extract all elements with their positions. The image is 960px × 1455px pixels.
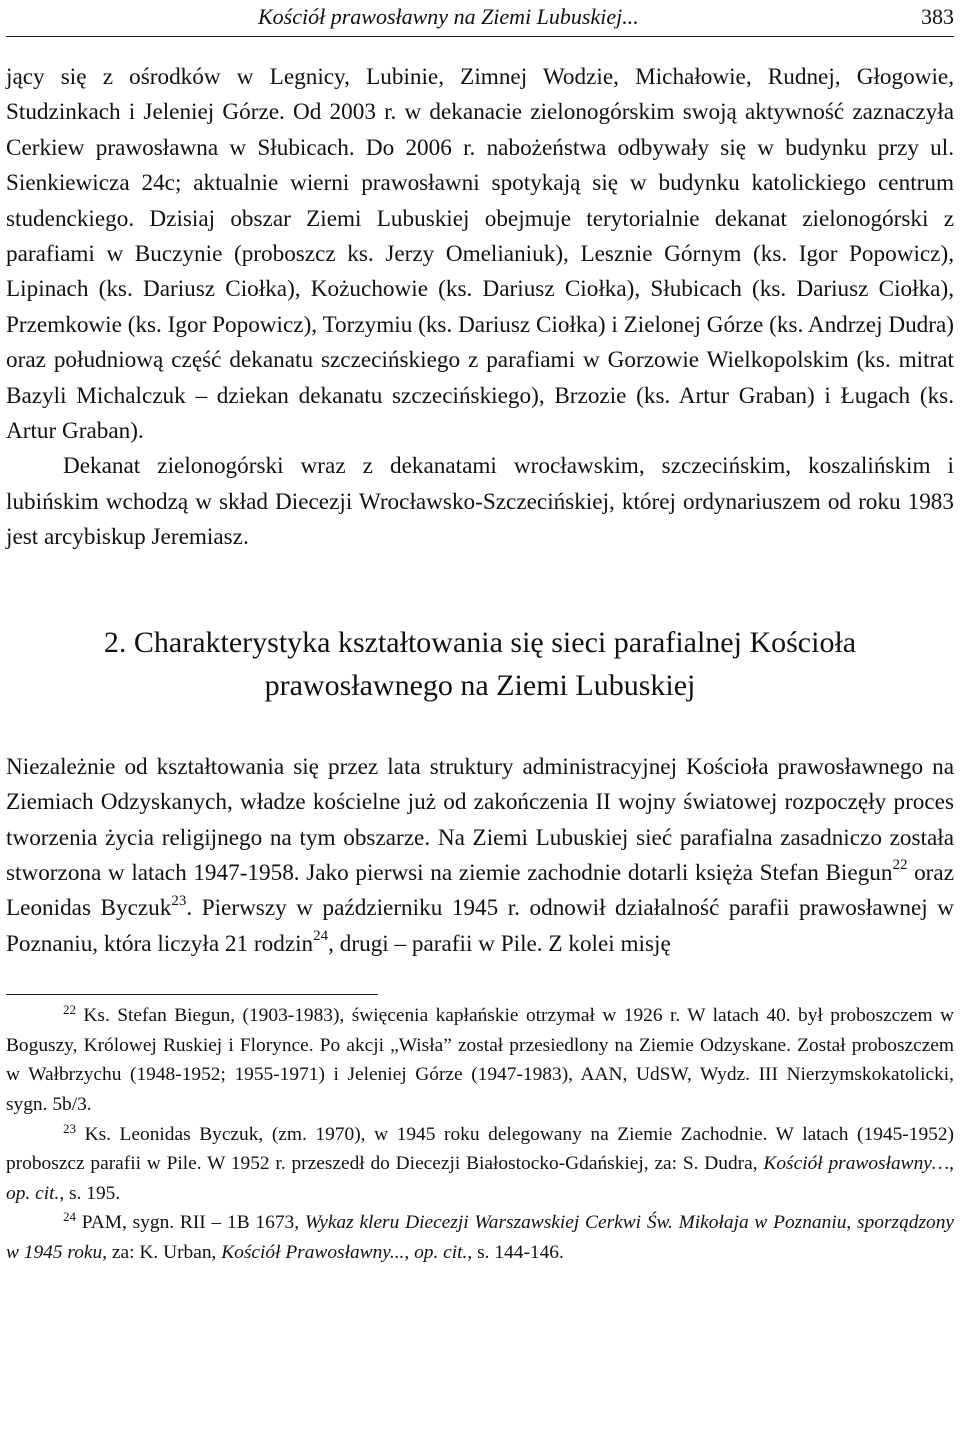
footnote-number-22: 22 <box>63 1002 76 1018</box>
body-text-top <box>6 60 954 556</box>
footnote-22 <box>6 1001 954 1119</box>
footnote-24-subtitle: sporządzony w 1945 roku <box>6 1212 955 1263</box>
section-heading-line-1: 2. Charakterystyka kształtowania się sieci parafialnej Kościoła <box>103 625 857 659</box>
footnote-24-mid: , <box>846 1212 858 1234</box>
paragraph-3 <box>6 750 954 962</box>
footnote-ref-24[interactable]: 24 <box>313 927 329 944</box>
footnote-24 <box>6 1208 954 1267</box>
paragraph-3-part-a: Niezależnie od kształtowania się przez lata struktury administracyjnej Kościoła prawosławnego na Ziemiach Odzyskanych, władze kościelne już od zakończenia II wojny światowej rozpoczęły proces tworzenia życia religijnego na tym obszarze. Na Ziemi Lubuskiej sieć parafialna zasadniczo została stworzona w latach 1947-1958. Jako pierwsi na ziemie zachodnie dotarli księża Stefan Biegun <box>6 753 954 886</box>
paragraph-3-part-c: . Pierwszy w październiku 1945 r. odnowił działalność parafii prawosławnej w Poznaniu, która liczyła 21 rodzin <box>6 895 955 957</box>
footnote-24-mid2: , za: K. Urban, <box>102 1241 222 1263</box>
footnote-23-title: Kościół prawosławny… <box>763 1153 950 1175</box>
footnote-23-opcit: op. cit. <box>6 1182 60 1204</box>
paragraph-2: Dekanat zielonogórski wraz z dekanatami wrocławskim, szczecińskim, koszalińskim i lubińskim wchodzą w skład Diecezji Wrocławsko-Szczecińskiej, której ordynariuszem od roku 1983 jest arcybiskup Jeremiasz. <box>6 453 954 551</box>
footnote-24-title: Wykaz kleru Diecezji Warszawskiej Cerkwi Św. Mikołaja w Poznaniu <box>304 1212 847 1234</box>
paragraph-3-part-b: oraz Leonidas Byczuk <box>6 859 954 922</box>
running-header <box>6 0 954 37</box>
paragraph-3-part-d: , drugi – parafii w Pile. Z kolei misję <box>328 930 671 957</box>
footnotes <box>6 1001 954 1267</box>
footnote-23-text: Ks. Leonidas Byczuk, (zm. 1970), w 1945 roku delegowany na Ziemie Zachodnie. W latach (1945-1952) proboszcz parafii w Pile. W 1952 r. przeszedł do Diecezji Białostocko-Gdańskiej, za: S. Dudra, <box>6 1123 954 1175</box>
document-page <box>6 0 954 1267</box>
footnote-24-sep: , <box>404 1241 415 1263</box>
footnote-23-end: , s. 195. <box>59 1182 121 1204</box>
footnote-23-sep: , <box>949 1153 954 1175</box>
footnote-24-text: PAM, sygn. RII – 1B 1673, <box>76 1212 305 1234</box>
paragraph-1: jący się z ośrodków w Legnicy, Lubinie, Zimnej Wodzie, Michałowie, Rudnej, Głogowie, Studzinkach i Jeleniej Górze. Od 2003 r. w dekanacie zielonogórskim swoją aktywność zaznaczyła Cerkiew prawosławna w Słubicach. Do 2006 r. nabożeństwa odbywały się w budynku przy ul. Sienkiewicza 24c; aktualnie wierni prawosławni spotykają się w budynku katolickiego centrum studenckiego. Dzisiaj obszar Ziemi Lubuskiej obejmuje terytorialnie dekanat zielonogórski z parafiami w Buczynie (proboszcz ks. Jerzy Omelianiuk), Lesznie Górnym (ks. Igor Popowicz), Lipinach (ks. Dariusz Ciołka), Kożuchowie (ks. Dariusz Ciołka), Słubicach (ks. Dariusz Ciołka), Przemkowie (ks. Igor Popowicz), Torzymiu (ks. Dariusz Ciołka) i Zielonej Górze (ks. Andrzej Dudra) oraz południową część dekanatu szczecińskiego z parafiami w Gorzowie Wielkopolskim (ks. mitrat Bazyli Michalczuk – dziekan dekanatu szczecińskiego), Brzozie (ks. Artur Graban) i Ługach (ks. Artur Graban). <box>6 64 954 445</box>
footnote-number-24: 24 <box>63 1209 76 1225</box>
body-text-section <box>6 750 954 962</box>
footnote-22-text: Ks. Stefan Biegun, (1903-1983), święcenia kapłańskie otrzymał w 1926 r. W latach 40. był proboszczem w Boguszy, Królowej Ruskiej i Florynce. Po akcji „Wisła” został przesiedlony na Ziemie Odzyskane. Został proboszczem w Wałbrzychu (1948-1952; 1955-1971) i Jeleniej Górze (1947-1983), AAN, UdSW, Wydz. III Nierzymskokatolicki, sygn. 5b/3. <box>6 1005 954 1115</box>
footnote-24-opcit: op. cit. <box>414 1241 468 1263</box>
footnote-23 <box>6 1120 954 1209</box>
section-heading <box>6 621 954 707</box>
footnote-separator <box>6 994 378 995</box>
running-title: Kościół prawosławny na Ziemi Lubuskiej... <box>258 4 639 29</box>
footnote-24-end: , s. 144-146. <box>467 1241 564 1263</box>
footnote-ref-22[interactable]: 22 <box>892 857 908 874</box>
footnote-24-source: Kościół Prawosławny... <box>221 1241 405 1263</box>
page-number: 383 <box>921 4 954 29</box>
section-heading-line-2: prawosławnego na Ziemi Lubuskiej <box>264 668 696 702</box>
footnote-ref-23[interactable]: 23 <box>171 892 187 909</box>
footnote-number-23: 23 <box>63 1120 76 1136</box>
